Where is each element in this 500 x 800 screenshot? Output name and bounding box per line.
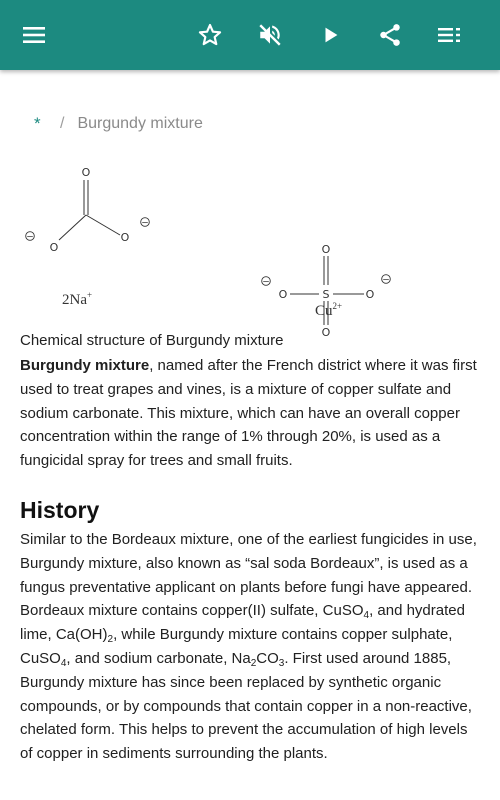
history-text: , while Burgundy mixture contains copper sulphate, CuSO [20,626,453,667]
history-text: Similar to the Bordeaux mixture, one of the earliest fungicides in use, Burgundy mixture, also known as “sal soda Bordeaux”, is used as a fungus preventative applicant on plants before fungi have appeared. Bordeaux mixture contains copper(II) sulfate, CuSO [20,531,477,620]
figure-caption: Chemical structure of Burgundy mixture [20,332,284,349]
breadcrumb [34,114,203,134]
play-icon [320,24,342,46]
minus-sign: − [141,218,149,229]
history-text: CO [256,649,279,667]
mute-button[interactable] [250,15,290,55]
breadcrumb-home-link[interactable]: * [34,114,41,133]
history-heading: History [20,497,100,523]
menu-icon [22,25,48,45]
atom-o: O [365,288,375,301]
history-paragraph [20,528,482,766]
minus-sign: − [26,232,34,243]
atom-o: O [120,231,130,244]
carbonate-ion [26,166,150,308]
breadcrumb-current: Burgundy mixture [77,115,203,132]
subscript: 2 [250,657,257,669]
volume-mute-icon [257,22,283,48]
play-button[interactable] [311,15,351,55]
playlist-icon [437,24,463,46]
share-button[interactable] [370,15,410,55]
intro-text: , named after the French district where it was first used to treat grapes and vines, is a mixture of copper sulfate and sodium carbonate. This mixture, which can have an overall copper concentration within the range of 1% through 20%, is used as a fungicidal spray for trees and small fruits. [20,357,477,470]
sulfate-ion [262,243,391,339]
subscript: 3 [278,657,285,669]
minus-sign: − [262,277,270,288]
atom-o: O [81,166,91,179]
share-icon [377,22,403,48]
atom-o: O [321,243,331,256]
copper-label: $Cu^{2+}$ [315,301,343,319]
subscript: 4 [60,657,67,669]
atom-o: O [278,288,288,301]
history-text: , and hydrated lime, Ca(OH) [20,602,465,644]
subscript: 2 [107,634,114,646]
favorite-button[interactable] [190,15,230,55]
intro-paragraph [20,354,482,473]
menu-button[interactable] [15,15,55,55]
chemical-structure-figure [0,160,500,339]
atom-o: O [49,241,59,254]
subscript: 4 [363,610,370,622]
star-icon [197,22,223,48]
atom-s: S [322,288,330,301]
minus-sign: − [382,275,390,286]
history-text: , and sodium carbonate, Na [66,649,251,667]
article-content [0,70,500,800]
intro-term: Burgundy mixture [20,357,150,374]
history-text: . First used around 1885, Burgundy mixture has since been replaced by synthetic organic compounds, or by compounds that contain copper in a non-reactive, chelated form. This helps to prevent the accumulation of high levels of copper in sediments surrounding the plants. [20,649,472,763]
breadcrumb-separator: / [60,115,65,132]
app-toolbar [0,0,500,70]
atom-o: O [321,326,331,339]
sodium-label: 2Na+ [62,290,93,308]
contents-button[interactable] [430,15,470,55]
